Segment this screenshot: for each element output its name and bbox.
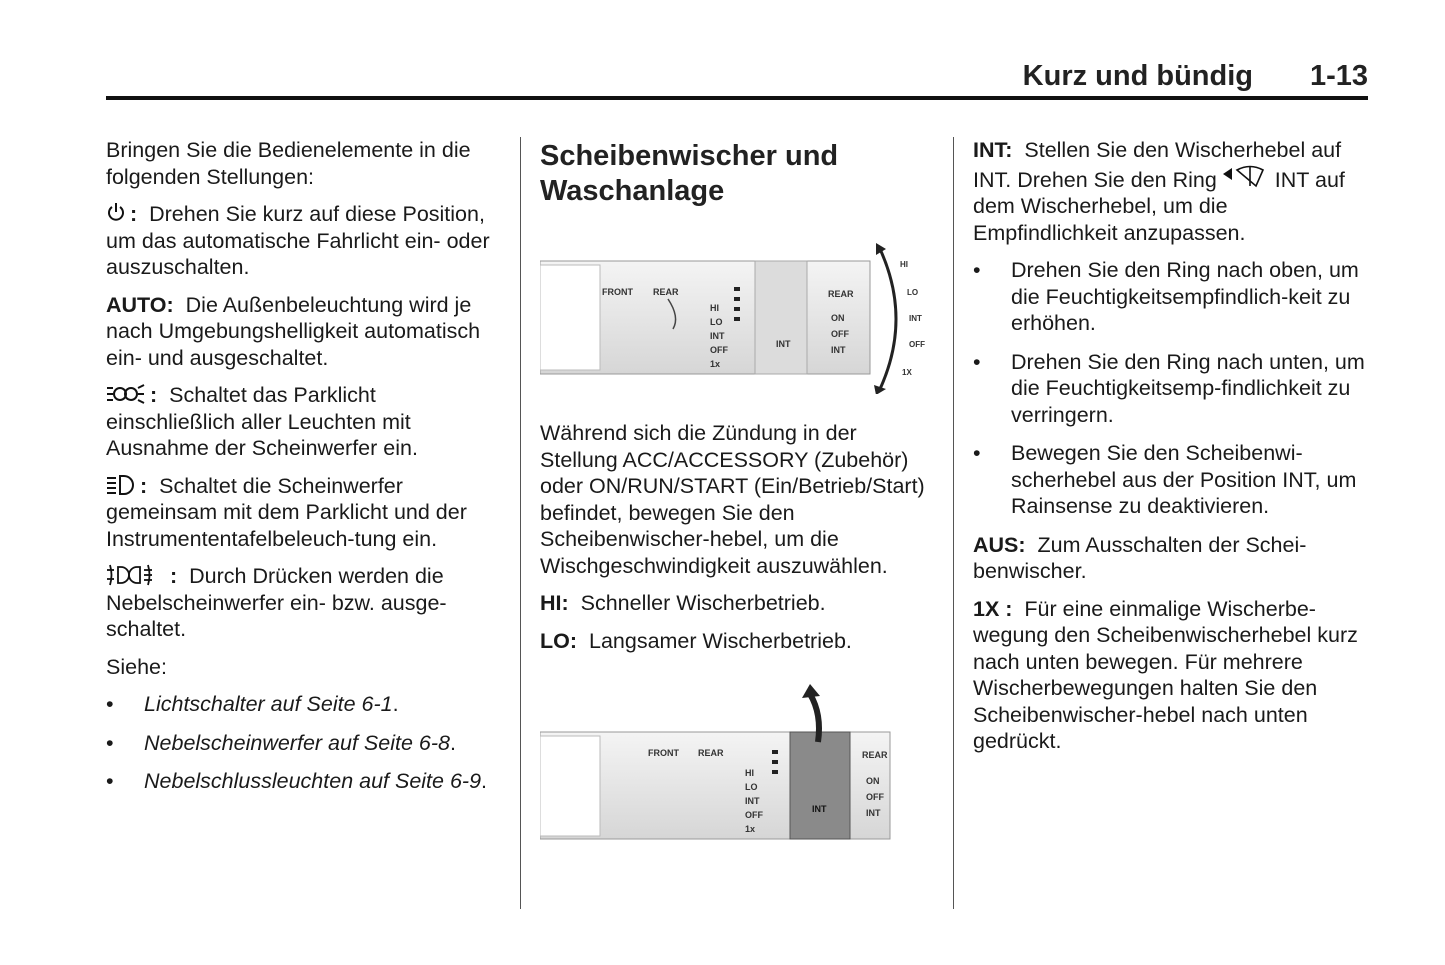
- power-text: Drehen Sie kurz auf diese Position, um das automatische Fahrlicht ein- oder auszuschalten.: [106, 202, 490, 279]
- aus-label: AUS:: [973, 532, 1026, 557]
- parking-sep: :: [150, 383, 158, 407]
- label-hi: HI: [710, 303, 719, 313]
- fog-sep: :: [170, 564, 178, 588]
- headlamp-item: [106, 473, 506, 553]
- label-int: INT: [710, 331, 725, 341]
- fog-text: Durch Drücken werden die Nebelscheinwerfer ein- bzw. ausge-schaltet.: [106, 564, 447, 641]
- label-off-right: OFF: [831, 329, 849, 339]
- wiper-ring-icon: [1223, 164, 1265, 190]
- lo-text: Langsamer Wischerbetrieb.: [588, 628, 852, 653]
- arc-label-1x: 1X: [902, 368, 912, 377]
- lo-label: LO:: [540, 628, 578, 653]
- list-item-end: .: [392, 692, 399, 716]
- aus-text: Zum Ausschalten der Schei-benwischer.: [973, 532, 1307, 583]
- label-ring-int: INT: [812, 804, 827, 814]
- intro-text: Bringen Sie die Bedienelemente in die folgenden Stellungen:: [106, 138, 471, 189]
- list-item: • Bewegen Sie den Scheibenwi-scherhebel aus der Position INT, um Rainsense zu deaktivieren.: [973, 440, 1373, 520]
- label-front: FRONT: [602, 287, 633, 297]
- list-item: [106, 691, 506, 718]
- int-bullets: [973, 257, 1373, 520]
- column-right: [973, 137, 1373, 766]
- label-front: FRONT: [648, 748, 679, 758]
- reference-link[interactable]: Nebelschlussleuchten auf Seite 6-9: [144, 769, 482, 793]
- aus-item: [973, 532, 1373, 585]
- headlamp-sep: :: [140, 473, 148, 498]
- hi-label: HI:: [540, 591, 569, 615]
- list-item: [106, 768, 506, 795]
- arc-label-int: INT: [909, 314, 922, 323]
- list-item-end: .: [449, 730, 456, 755]
- int-label: INT:: [973, 138, 1013, 162]
- auto-label: AUTO:: [106, 292, 174, 317]
- column-divider: [953, 137, 954, 909]
- fog-item: [106, 563, 506, 643]
- int-text-a: Stellen Sie den Wischerhebel auf INT. Drehen Sie den Ring: [973, 138, 1342, 192]
- label-rear-right: REAR: [862, 750, 888, 760]
- label-rear: REAR: [698, 748, 724, 758]
- x1-item: [973, 596, 1373, 755]
- column-divider: [520, 137, 521, 909]
- power-sep: :: [130, 202, 138, 226]
- headlamp-text: Schaltet die Scheinwerfer gemeinsam mit dem Parklicht und der Instrumententafelbeleuch-tung ein.: [106, 473, 467, 551]
- wiper-ring-figure: [540, 684, 935, 849]
- label-int-right: INT: [866, 808, 881, 818]
- label-rear: REAR: [653, 287, 679, 297]
- list-item: • Drehen Sie den Ring nach oben, um die Feuchtigkeitsempfindlich-keit zu erhöhen.: [973, 257, 1373, 337]
- power-icon: [106, 202, 126, 224]
- label-off: OFF: [710, 345, 728, 355]
- parking-lamp-icon: [106, 383, 146, 405]
- label-1x: 1x: [745, 824, 756, 834]
- parking-text: Schaltet das Parklicht einschließlich aller Leuchten mit Ausnahme der Scheinwerfer ein.: [106, 383, 418, 460]
- arc-label-off: OFF: [909, 340, 925, 349]
- page-header: [106, 58, 1368, 100]
- fog-lamp-icon: [106, 564, 166, 586]
- label-on: ON: [831, 313, 845, 323]
- auto-item: [106, 292, 506, 372]
- int-item: [973, 137, 1373, 246]
- label-lo: LO: [745, 782, 758, 792]
- label-rear-right: REAR: [828, 289, 854, 299]
- wiper-lever-figure: [540, 239, 935, 394]
- hi-item: [540, 590, 940, 617]
- label-on: ON: [866, 776, 880, 786]
- section-heading: Scheibenwischer und Waschanlage: [540, 140, 839, 207]
- headlamp-icon: [106, 474, 136, 496]
- see-label: Siehe:: [106, 654, 167, 679]
- parking-item: [106, 382, 506, 462]
- int-text-b: INT auf dem Wischerhebel, um die Empfindlichkeit anzupassen.: [973, 167, 1345, 245]
- reference-list: [106, 691, 506, 795]
- wiper-body-text: Während sich die Zündung in der Stellung ACC/ACCESSORY (Zubehör) oder ON/RUN/START (Ein/Betrieb/Start) befindet, bewegen Sie den Scheibenwischer-hebel, um die Wischgeschwindigkeit auszuwählen.: [540, 421, 925, 578]
- section-title: Kurz und bündig: [1022, 60, 1253, 92]
- label-ring-int: INT: [776, 339, 791, 349]
- label-int: INT: [745, 796, 760, 806]
- arc-label-hi: HI: [900, 260, 908, 269]
- column-left: [106, 137, 506, 807]
- power-item: [106, 201, 506, 281]
- label-off-right: OFF: [866, 792, 884, 802]
- x1-text: Für eine einmalige Wischerbe-wegung den Scheibenwischerhebel kurz nach unten bewegen. Für mehrere Wischerbewegungen halten Sie den Scheibenwischer-hebel nach unten gedrückt.: [973, 596, 1358, 753]
- list-item: [106, 730, 506, 757]
- lo-item: [540, 628, 940, 655]
- reference-link[interactable]: Nebelscheinwerfer auf Seite 6-8: [144, 730, 450, 755]
- label-off: OFF: [745, 810, 763, 820]
- column-middle: [540, 137, 940, 875]
- list-item-end: .: [481, 769, 488, 793]
- arc-label-lo: LO: [907, 288, 919, 297]
- label-1x: 1x: [710, 359, 721, 369]
- list-item: • Drehen Sie den Ring nach unten, um die Feuchtigkeitsemp-findlichkeit zu verringern.: [973, 349, 1373, 429]
- hi-text: Schneller Wischerbetrieb.: [580, 591, 826, 615]
- page-number: 1-13: [1309, 60, 1368, 92]
- label-hi: HI: [745, 768, 754, 778]
- label-lo: LO: [710, 317, 723, 327]
- reference-link[interactable]: Lichtschalter auf Seite 6-1: [144, 692, 393, 716]
- x1-label: 1X :: [973, 596, 1013, 621]
- auto-text: Die Außenbeleuchtung wird je nach Umgebungshelligkeit automatisch ein- und ausgeschaltet.: [106, 292, 481, 370]
- label-int-right: INT: [831, 345, 846, 355]
